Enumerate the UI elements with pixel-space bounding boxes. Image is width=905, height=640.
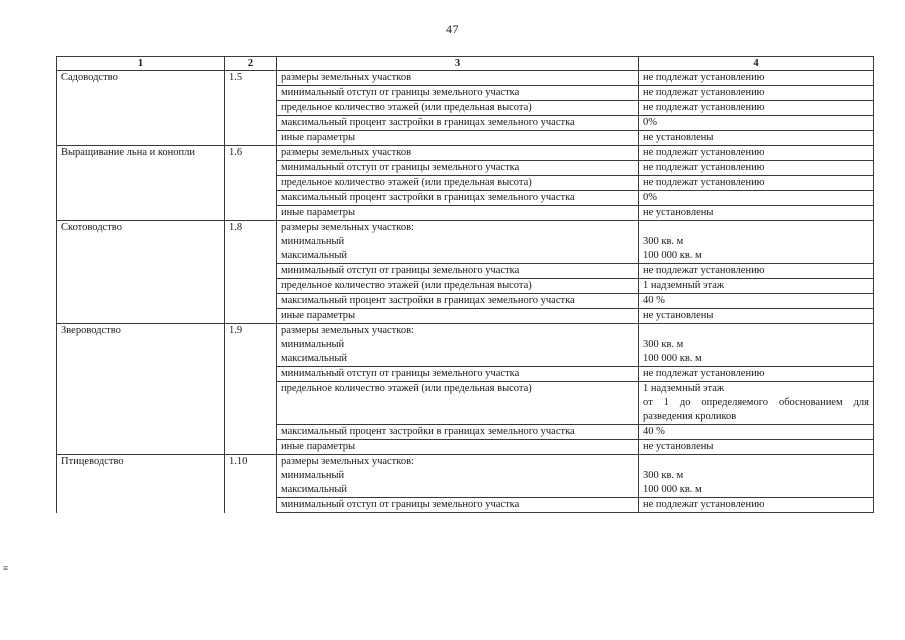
value-cell: 40 % <box>639 294 874 309</box>
parameter-cell: максимальный процент застройки в границах земельного участка <box>277 294 639 309</box>
table-row <box>57 86 874 101</box>
parameter-cell: максимальный процент застройки в границах земельного участка <box>277 191 639 206</box>
land-use-type-cell <box>57 116 225 131</box>
parameter-cell: размеры земельных участков <box>277 71 639 86</box>
table-row <box>57 264 874 279</box>
table-row <box>57 71 874 86</box>
table-row <box>57 425 874 440</box>
value-cell: не подлежат установлению <box>639 176 874 191</box>
table-row <box>57 116 874 131</box>
table-row <box>57 206 874 221</box>
parameter-cell-line: минимальный <box>281 339 345 350</box>
classifier-code-cell <box>225 367 277 382</box>
parameter-cell <box>277 221 639 264</box>
classifier-code-cell: 1.5 <box>225 71 277 86</box>
value-cell-line: 100 000 кв. м <box>643 484 702 495</box>
value-cell-line: 300 кв. м <box>643 470 684 481</box>
parameter-cell-line: размеры земельных участков: <box>281 325 414 336</box>
classifier-code-cell <box>225 498 277 513</box>
land-use-type-cell <box>57 382 225 425</box>
land-use-type-cell <box>57 425 225 440</box>
table-row <box>57 309 874 324</box>
classifier-code-cell <box>225 191 277 206</box>
land-use-type-cell <box>57 191 225 206</box>
land-use-type-cell <box>57 294 225 309</box>
land-use-type-cell <box>57 161 225 176</box>
value-cell-line: 100 000 кв. м <box>643 353 702 364</box>
value-cell <box>639 455 874 498</box>
table-row <box>57 131 874 146</box>
land-use-type-cell: Садоводство <box>57 71 225 86</box>
parameter-cell: иные параметры <box>277 131 639 146</box>
page-number: 47 <box>446 22 459 36</box>
classifier-code-cell <box>225 116 277 131</box>
classifier-code-cell: 1.6 <box>225 146 277 161</box>
parameter-cell-line: максимальный <box>281 353 347 364</box>
parameter-cell: иные параметры <box>277 206 639 221</box>
value-cell: 40 % <box>639 425 874 440</box>
parameter-cell: предельное количество этажей (или предельная высота) <box>277 279 639 294</box>
column-header-3: 3 <box>277 57 639 71</box>
land-use-type-cell <box>57 498 225 513</box>
classifier-code-cell <box>225 382 277 425</box>
land-use-type-cell <box>57 131 225 146</box>
value-cell-line: 1 надземный этаж <box>643 383 725 394</box>
value-cell: не подлежат установлению <box>639 498 874 513</box>
table-row <box>57 279 874 294</box>
column-header-1: 1 <box>57 57 225 71</box>
classifier-code-cell <box>225 176 277 191</box>
classifier-code-cell <box>225 440 277 455</box>
parameter-cell: максимальный процент застройки в границах земельного участка <box>277 425 639 440</box>
value-cell: не подлежат установлению <box>639 86 874 101</box>
classifier-code-cell <box>225 279 277 294</box>
land-use-type-cell: Скотоводство <box>57 221 225 264</box>
margin-mark: ≡ <box>3 563 9 573</box>
land-use-type-cell <box>57 279 225 294</box>
parameter-cell: минимальный отступ от границы земельного участка <box>277 264 639 279</box>
table-row <box>57 324 874 367</box>
parameter-cell <box>277 455 639 498</box>
table-row <box>57 161 874 176</box>
land-use-type-cell <box>57 309 225 324</box>
land-use-type-cell: Птицеводство <box>57 455 225 498</box>
value-cell: не подлежат установлению <box>639 264 874 279</box>
table-row <box>57 191 874 206</box>
classifier-code-cell: 1.9 <box>225 324 277 367</box>
parameter-cell-line: максимальный <box>281 484 347 495</box>
land-use-type-cell <box>57 176 225 191</box>
value-cell: не подлежат установлению <box>639 146 874 161</box>
land-use-type-cell <box>57 367 225 382</box>
value-cell-line <box>643 221 869 235</box>
parameter-cell-line: размеры земельных участков: <box>281 222 414 233</box>
classifier-code-cell <box>225 86 277 101</box>
value-cell: не установлены <box>639 206 874 221</box>
value-cell: не подлежат установлению <box>639 367 874 382</box>
table-row <box>57 498 874 513</box>
value-cell: 1 надземный этаж <box>639 279 874 294</box>
parameter-cell: максимальный процент застройки в границах земельного участка <box>277 116 639 131</box>
table-row <box>57 294 874 309</box>
value-cell: 0% <box>639 191 874 206</box>
value-cell: не подлежат установлению <box>639 161 874 176</box>
parameter-cell-line: размеры земельных участков: <box>281 456 414 467</box>
column-header-4: 4 <box>639 57 874 71</box>
table-row <box>57 101 874 116</box>
value-cell: не установлены <box>639 440 874 455</box>
land-use-type-cell <box>57 206 225 221</box>
value-cell-line: 100 000 кв. м <box>643 250 702 261</box>
parameter-cell: иные параметры <box>277 440 639 455</box>
classifier-code-cell <box>225 101 277 116</box>
parameter-cell-line: минимальный <box>281 236 345 247</box>
land-use-type-cell <box>57 264 225 279</box>
parameter-cell: минимальный отступ от границы земельного участка <box>277 86 639 101</box>
value-cell: 0% <box>639 116 874 131</box>
classifier-code-cell <box>225 161 277 176</box>
table-body <box>57 71 874 513</box>
parameter-cell-line: минимальный <box>281 470 345 481</box>
table-header-row <box>57 57 874 71</box>
classifier-code-cell: 1.8 <box>225 221 277 264</box>
value-cell: не подлежат установлению <box>639 71 874 86</box>
column-header-2: 2 <box>225 57 277 71</box>
table-row <box>57 146 874 161</box>
table-row <box>57 440 874 455</box>
parameter-cell: иные параметры <box>277 309 639 324</box>
parameter-cell: минимальный отступ от границы земельного участка <box>277 498 639 513</box>
parameter-cell: размеры земельных участков <box>277 146 639 161</box>
classifier-code-cell <box>225 206 277 221</box>
value-cell: не установлены <box>639 309 874 324</box>
parameter-cell-line: максимальный <box>281 250 347 261</box>
table-row <box>57 221 874 264</box>
land-use-type-cell <box>57 101 225 116</box>
value-cell-line <box>643 455 869 469</box>
land-use-type-cell <box>57 440 225 455</box>
table-row <box>57 367 874 382</box>
value-cell-line: 300 кв. м <box>643 339 684 350</box>
land-use-type-cell: Выращивание льна и конопли <box>57 146 225 161</box>
table-row <box>57 382 874 425</box>
classifier-code-cell <box>225 309 277 324</box>
value-cell <box>639 221 874 264</box>
classifier-code-cell <box>225 294 277 309</box>
classifier-code-cell: 1.10 <box>225 455 277 498</box>
classifier-code-cell <box>225 264 277 279</box>
classifier-code-cell <box>225 131 277 146</box>
value-cell: не подлежат установлению <box>639 101 874 116</box>
land-use-type-cell <box>57 86 225 101</box>
table-row <box>57 176 874 191</box>
classifier-code-cell <box>225 425 277 440</box>
value-cell: не установлены <box>639 131 874 146</box>
parameter-cell: предельное количество этажей (или предельная высота) <box>277 176 639 191</box>
value-cell-line <box>643 324 869 338</box>
land-use-type-cell: Звероводство <box>57 324 225 367</box>
parameter-cell: предельное количество этажей (или предельная высота) <box>277 382 639 425</box>
parameter-cell <box>277 324 639 367</box>
parameter-cell: предельное количество этажей (или предельная высота) <box>277 101 639 116</box>
table-row <box>57 455 874 498</box>
parameter-cell: минимальный отступ от границы земельного участка <box>277 367 639 382</box>
land-use-parameters-table <box>56 56 874 513</box>
value-cell-line: 300 кв. м <box>643 236 684 247</box>
value-cell-line: от 1 до определяемого обоснованием для разведения кроликов <box>643 397 869 422</box>
value-cell <box>639 324 874 367</box>
parameter-cell: минимальный отступ от границы земельного участка <box>277 161 639 176</box>
value-cell <box>639 382 874 425</box>
